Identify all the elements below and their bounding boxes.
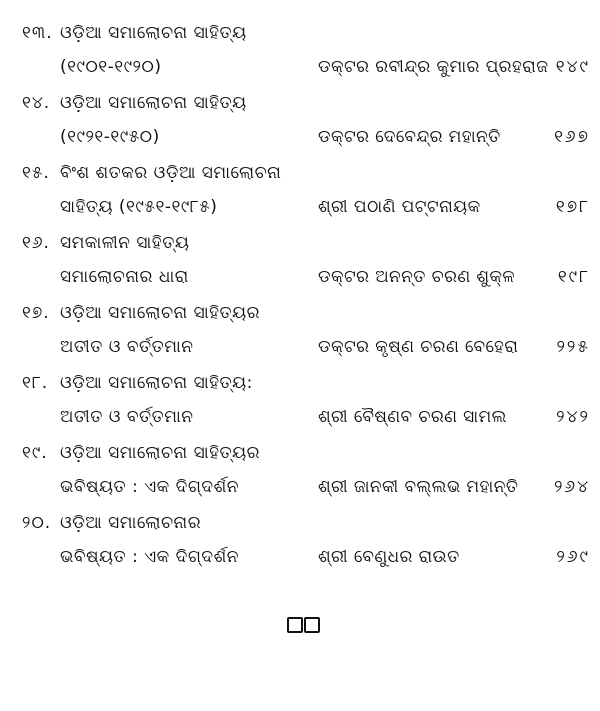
double-square-end-mark-icon: [287, 617, 323, 633]
toc-entry-title-line-2: (୧୯୨୧-୧୯୫୦): [60, 127, 160, 147]
toc-entry-title-line-2: ଭବିଷ୍ୟତ : ଏକ ଦିଗ୍‌ଦର୍ଶନ: [60, 547, 239, 567]
toc-entry-number: ୨୦.: [22, 513, 52, 533]
toc-entry: [0, 88, 600, 160]
toc-entry: [0, 298, 600, 370]
toc-entry-author: ଡକ୍ଟର ଦେବେନ୍ଦ୍ର ମହାନ୍ତି: [318, 127, 501, 147]
toc-entry-page-number: ୧୯୮: [557, 267, 590, 287]
toc-entry: [0, 18, 600, 90]
toc-entry-title-line-2: ସମାଲୋଚନାର ଧାରା: [60, 267, 189, 287]
toc-entry-line-2: [0, 472, 600, 502]
toc-entry-line-2: [0, 332, 600, 362]
toc-entry-title-line-1: ବିଂଶ ଶତକର ଓଡ଼ିଆ ସମାଲୋଚନା: [60, 163, 282, 183]
toc-entry-line-2: [0, 52, 600, 82]
toc-entry-author: ଡକ୍ଟର ରବୀନ୍ଦ୍ର କୁମାର ପ୍ରହରାଜ: [318, 57, 549, 77]
toc-entry-author: ଡକ୍ଟର ଅନନ୍ତ ଚରଣ ଶୁକ୍ଳ: [318, 267, 516, 287]
toc-entry-title-line-2: ଭବିଷ୍ୟତ : ଏକ ଦିଗ୍‌ଦର୍ଶନ: [60, 477, 239, 497]
toc-entry-line-1: [0, 18, 600, 48]
toc-entry-title-line-1: ଓଡ଼ିଆ ସମାଲୋଚନାର: [60, 513, 202, 533]
toc-entry: [0, 508, 600, 580]
toc-entry-title-line-1: ସମକାଳୀନ ସାହିତ୍ୟ: [60, 233, 190, 253]
toc-entry-line-2: [0, 262, 600, 292]
toc-entry-line-2: [0, 122, 600, 152]
toc-entry-title-line-1: ଓଡ଼ିଆ ସମାଲୋଚନା ସାହିତ୍ୟର: [60, 443, 261, 463]
toc-entry-line-2: [0, 542, 600, 572]
toc-entry-page-number: ୧୪୯: [555, 57, 590, 77]
toc-entry-number: ୧୫.: [22, 163, 50, 183]
toc-entry-title-line-1: ଓଡ଼ିଆ ସମାଲୋଚନା ସାହିତ୍ୟ:: [60, 373, 253, 393]
toc-entry: [0, 158, 600, 230]
square-icon: [287, 617, 303, 633]
toc-entry-line-1: [0, 298, 600, 328]
toc-entry-page-number: ୨୪୨: [556, 407, 590, 427]
toc-entry-line-1: [0, 88, 600, 118]
toc-entry-page-number: ୧୭୮: [555, 197, 590, 217]
toc-entry-number: ୧୭.: [22, 303, 50, 323]
toc-entry-author: ଶ୍ରୀ ପଠାଣି ପଟ୍ଟନାୟକ: [318, 197, 481, 217]
toc-entry-line-2: [0, 402, 600, 432]
toc-entry-line-1: [0, 438, 600, 468]
toc-entry-author: ଶ୍ରୀ ବେଣୁଧର ରାଉତ: [318, 547, 460, 567]
toc-entry-page-number: ୨୬୯: [556, 547, 590, 567]
toc-entry-title-line-1: ଓଡ଼ିଆ ସମାଲୋଚନା ସାହିତ୍ୟ: [60, 23, 247, 43]
toc-entry-author: ଶ୍ରୀ ଜାନକୀ ବଲ୍ଲଭ ମହାନ୍ତି: [318, 477, 519, 497]
toc-entry: [0, 438, 600, 510]
toc-entry-title-line-2: ଅତୀତ ଓ ବର୍ତ୍ତମାନ: [60, 407, 194, 427]
toc-entry-page-number: ୨୨୫: [556, 337, 590, 357]
toc-entry: [0, 368, 600, 440]
toc-entry-author: ଶ୍ରୀ ବୈଷ୍ଣବ ଚରଣ ସାମଲ: [318, 407, 507, 427]
toc-entry-title-line-2: ସାହିତ୍ୟ (୧୯୫୧-୧୯୮୫): [60, 197, 218, 217]
toc-entry-title-line-1: ଓଡ଼ିଆ ସମାଲୋଚନା ସାହିତ୍ୟ: [60, 93, 247, 113]
toc-entry-page-number: ୨୬୪: [553, 477, 590, 497]
toc-entry-title-line-2: (୧୯୦୧-୧୯୨୦): [60, 57, 162, 77]
toc-entry-number: ୧୬.: [22, 233, 50, 253]
toc-entry-number: ୧୪.: [22, 93, 51, 113]
toc-entry-line-1: [0, 158, 600, 188]
toc-entry-line-2: [0, 192, 600, 222]
toc-entry-number: ୧୯.: [22, 443, 48, 463]
toc-entry-line-1: [0, 368, 600, 398]
toc-entry-number: ୧୮.: [22, 373, 49, 393]
toc-entry-line-1: [0, 508, 600, 538]
toc-entry-title-line-1: ଓଡ଼ିଆ ସମାଲୋଚନା ସାହିତ୍ୟର: [60, 303, 261, 323]
toc-entry: [0, 228, 600, 300]
toc-entry-line-1: [0, 228, 600, 258]
toc-entry-author: ଡକ୍ଟର କୃଷ୍ଣ ଚରଣ ବେହେରା: [318, 337, 519, 357]
toc-entry-number: ୧୩.: [22, 23, 53, 43]
square-icon: [304, 617, 320, 633]
toc-entry-title-line-2: ଅତୀତ ଓ ବର୍ତ୍ତମାନ: [60, 337, 194, 357]
toc-entry-page-number: ୧୬୭: [554, 127, 590, 147]
